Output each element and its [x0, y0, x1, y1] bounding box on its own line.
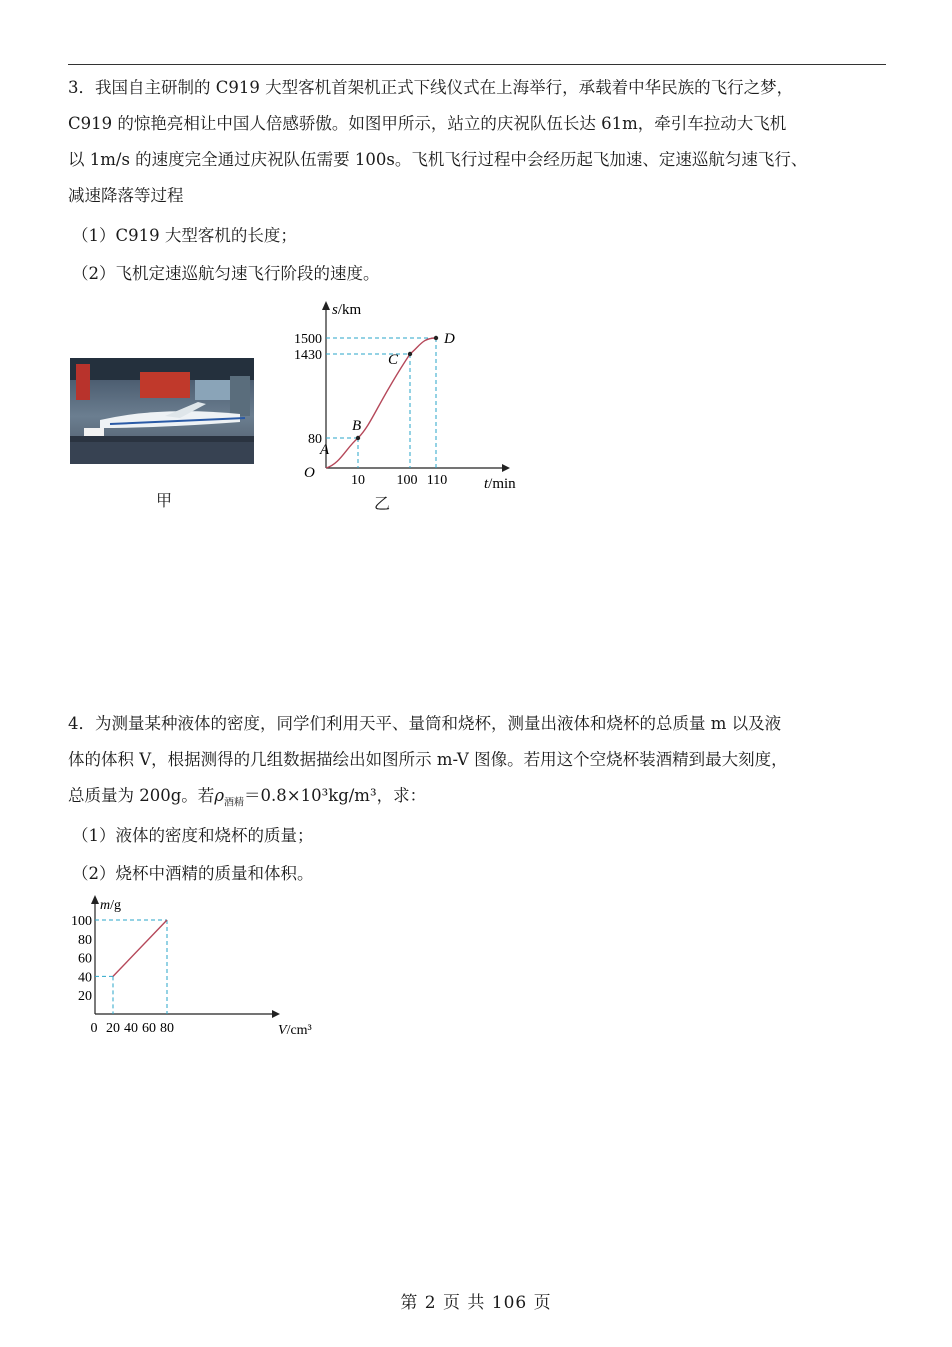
question-4-text	[68, 706, 890, 821]
q4-line-3-end: ＝0.8×10³kg/m³，求：	[244, 786, 427, 805]
y-tick-100: 100	[71, 914, 92, 929]
q4-line-3-start: 总质量为 200g。若	[68, 786, 215, 805]
x-tick-110: 110	[426, 473, 448, 488]
x-tick-0: 0	[90, 1021, 98, 1036]
caption-yi: 乙	[374, 494, 391, 513]
m-v-graph	[64, 890, 334, 1040]
page-footer: 第 2 页 共 106 页	[400, 1293, 552, 1313]
q3-sub-1: （1）C919 大型客机的长度；	[72, 226, 297, 245]
c919-rollout-photo	[70, 358, 254, 464]
y-tick-80: 80	[78, 932, 92, 948]
y-axis-label: s/km	[332, 302, 362, 318]
y-axis-arrow	[91, 895, 99, 904]
y-tick-40: 40	[78, 970, 92, 986]
point-label-B: B	[352, 418, 362, 434]
x-tick-10: 10	[351, 473, 365, 488]
origin-label: O	[304, 465, 315, 481]
point-B	[356, 436, 360, 440]
q4-line-1: 4．为测量某种液体的密度，同学们利用天平、量筒和烧杯，测量出液体和烧杯的总质量 m 以及液	[68, 714, 782, 733]
x-axis-label: V/cm³	[278, 1023, 312, 1038]
x-axis-label: t/min	[484, 476, 516, 492]
q3-line-3: 以 1m/s 的速度完全通过庆祝队伍需要 100s。飞机飞行过程中会经历起飞加速、定速巡航匀速飞行、	[68, 150, 808, 169]
rho-subscript: 酒精	[224, 797, 245, 809]
y-tick-1430: 1430	[294, 348, 322, 363]
y-axis-label: m/g	[100, 898, 122, 913]
s-t-graph	[290, 296, 540, 492]
q4-sub-1: （1）液体的密度和烧杯的质量；	[72, 826, 314, 845]
y-tick-1500: 1500	[294, 332, 322, 347]
q3-line-2: C919 的惊艳亮相让中国人倍感骄傲。如图甲所示，站立的庆祝队伍长达 61m，牵引车拉动大飞机	[68, 114, 787, 133]
point-label-A: A	[320, 442, 330, 458]
point-C	[408, 352, 412, 356]
x-tick-100: 100	[396, 473, 418, 488]
point-label-D: D	[444, 331, 455, 347]
mass-volume-line	[113, 920, 167, 976]
q4-line-3	[68, 778, 890, 821]
q3-sub-2: （2）飞机定速巡航匀速飞行阶段的速度。	[72, 264, 380, 283]
x-axis-arrow	[272, 1010, 280, 1018]
x-tick-40: 40	[124, 1021, 138, 1036]
distance-curve	[326, 338, 436, 468]
x-tick-80: 80	[160, 1021, 174, 1036]
y-axis-arrow	[322, 301, 330, 310]
header-rule	[68, 64, 886, 65]
rho-symbol: ρ	[214, 786, 225, 805]
q4-line-2: 体的体积 V，根据测得的几组数据描绘出如图所示 m-V 图像。若用这个空烧杯装酒精到最大刻度，	[68, 750, 788, 769]
y-tick-20: 20	[78, 989, 92, 1005]
point-label-C: C	[388, 352, 399, 368]
x-axis-arrow	[502, 464, 510, 472]
x-tick-60: 60	[142, 1021, 156, 1036]
caption-jia: 甲	[156, 491, 173, 510]
x-tick-20: 20	[106, 1021, 120, 1036]
q3-line-4: 减速降落等过程	[68, 186, 184, 205]
q3-line-1: 3．我国自主研制的 C919 大型客机首架机正式下线仪式在上海举行，承载着中华民族的飞行之梦，	[68, 78, 794, 97]
question-3-text	[68, 70, 890, 214]
q4-sub-2: （2）烧杯中酒精的质量和体积。	[72, 864, 314, 883]
point-D	[434, 336, 438, 340]
y-tick-80: 80	[308, 432, 322, 447]
y-tick-60: 60	[78, 951, 92, 967]
